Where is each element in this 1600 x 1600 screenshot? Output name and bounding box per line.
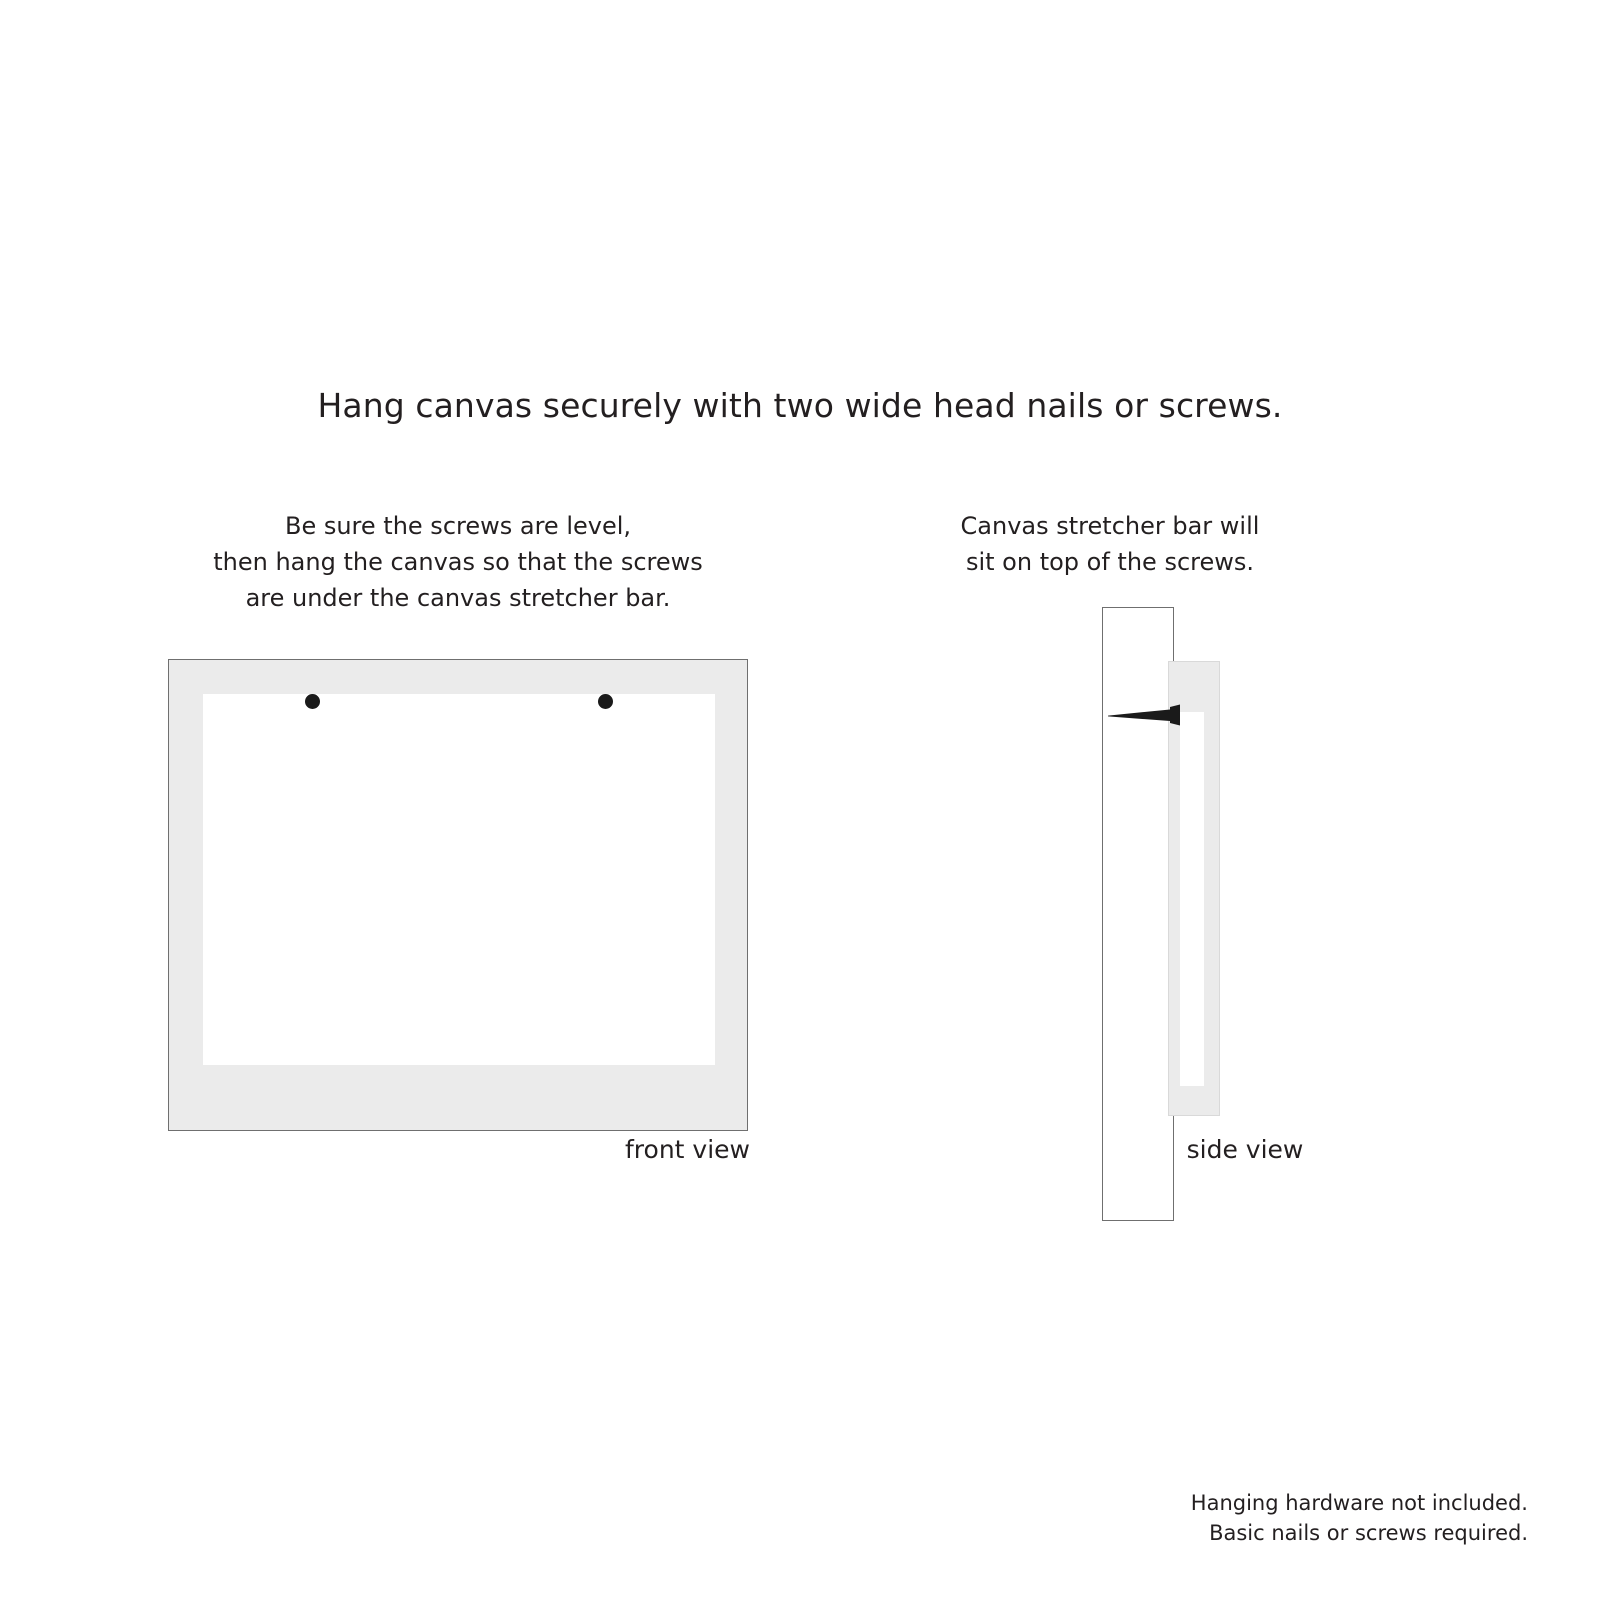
side-view-caption-line-2: sit on top of the screws. xyxy=(965,548,1255,576)
screw-head-left-icon xyxy=(305,694,320,709)
front-view-illustration xyxy=(168,659,748,1131)
front-view-caption xyxy=(108,508,808,616)
front-view-caption-line-1: Be sure the screws are level, xyxy=(284,512,632,540)
page-title: Hang canvas securely with two wide head nails or screws. xyxy=(317,386,1283,425)
nail-icon xyxy=(1108,704,1188,726)
front-view-label: front view xyxy=(625,1135,750,1164)
side-view-caption-line-1: Canvas stretcher bar will xyxy=(960,512,1260,540)
front-view-caption-line-2: then hang the canvas so that the screws xyxy=(213,548,703,576)
canvas-frame-front xyxy=(168,659,748,1131)
front-view-caption-line-3: are under the canvas stretcher bar. xyxy=(245,584,671,612)
side-view-label: side view xyxy=(1186,1135,1304,1164)
canvas-face-front xyxy=(203,694,715,1065)
canvas-face-side xyxy=(1180,712,1204,1086)
wall-cross-section xyxy=(1102,607,1174,1221)
screw-head-right-icon xyxy=(598,694,613,709)
side-view-caption xyxy=(890,508,1330,580)
footer-note-line-1: Hanging hardware not included. xyxy=(1190,1491,1528,1515)
footer-note xyxy=(1191,1488,1528,1548)
footer-note-line-2: Basic nails or screws required. xyxy=(1209,1521,1528,1545)
